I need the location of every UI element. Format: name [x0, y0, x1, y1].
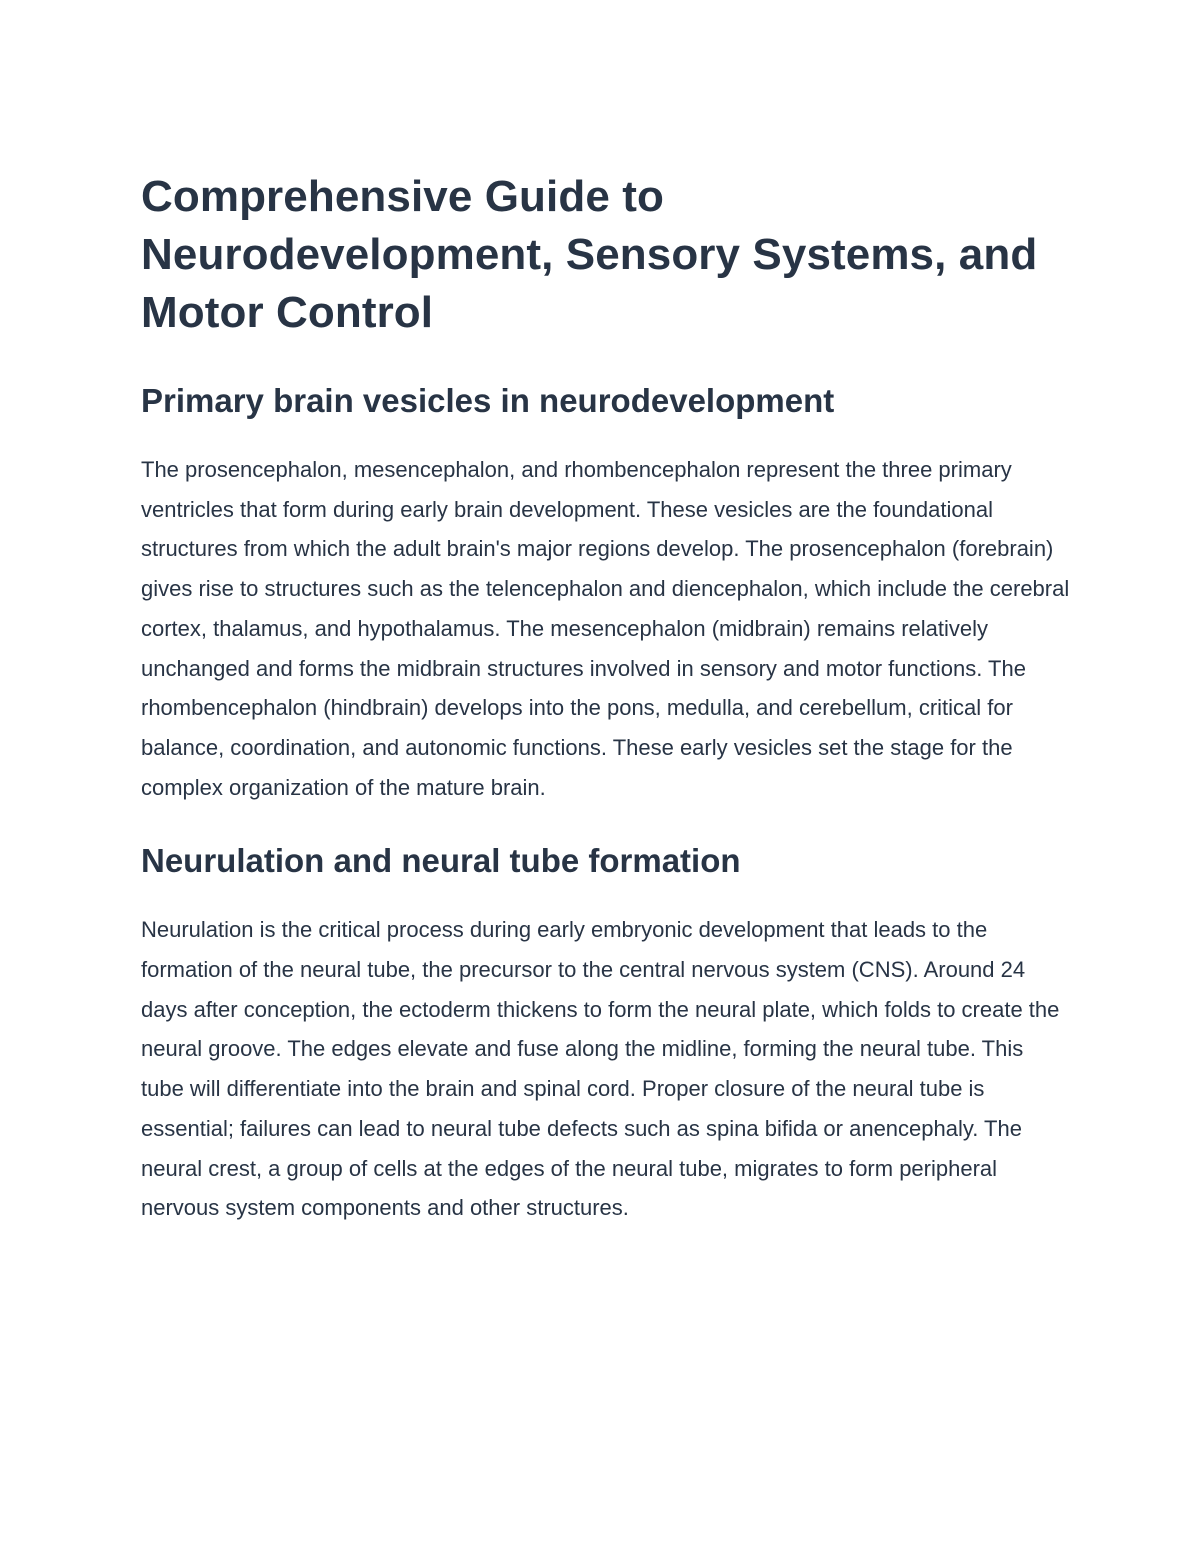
section-neurulation [141, 841, 1071, 1228]
section-heading: Primary brain vesicles in neurodevelopment [141, 382, 835, 419]
section-heading: Neurulation and neural tube formation [141, 842, 741, 880]
section-primary-brain-vesicles [141, 381, 1071, 807]
document-title: Comprehensive Guide to Neurodevelopment, Sensory Systems, and Motor Control [141, 172, 1038, 337]
document-page [141, 168, 1071, 1228]
section-paragraph: Neurulation is the critical process during early embryonic development that leads to the formation of the neural tube, the precursor to the central nervous system (CNS). Around 24 days after conception, the ectoderm thickens to form the neural plate, which folds to create the neural groove. The edges elevate and fuse along the midline, forming the neural tube. This tube will differentiate into the brain and spinal cord. Proper closure of the neural tube is essential; failures can lead to neural tube defects such as spina bifida or anencephaly. The neural crest, a group of cells at the edges of the neural tube, migrates to form peripheral nervous system components and other structures. [141, 917, 1060, 1221]
section-paragraph: The prosencephalon, mesencephalon, and rhombencephalon represent the three primary ventricles that form during early brain development. These vesicles are the foundational structures from which the adult brain's major regions develop. The prosencephalon (forebrain) gives rise to structures such as the telencephalon and diencephalon, which include the cerebral cortex, thalamus, and hypothalamus. The mesencephalon (midbrain) remains relatively unchanged and forms the midbrain structures involved in sensory and motor functions. The rhombencephalon (hindbrain) develops into the pons, medulla, and cerebellum, critical for balance, coordination, and autonomic functions. These early vesicles set the stage for the complex organization of the mature brain. [141, 457, 1070, 800]
